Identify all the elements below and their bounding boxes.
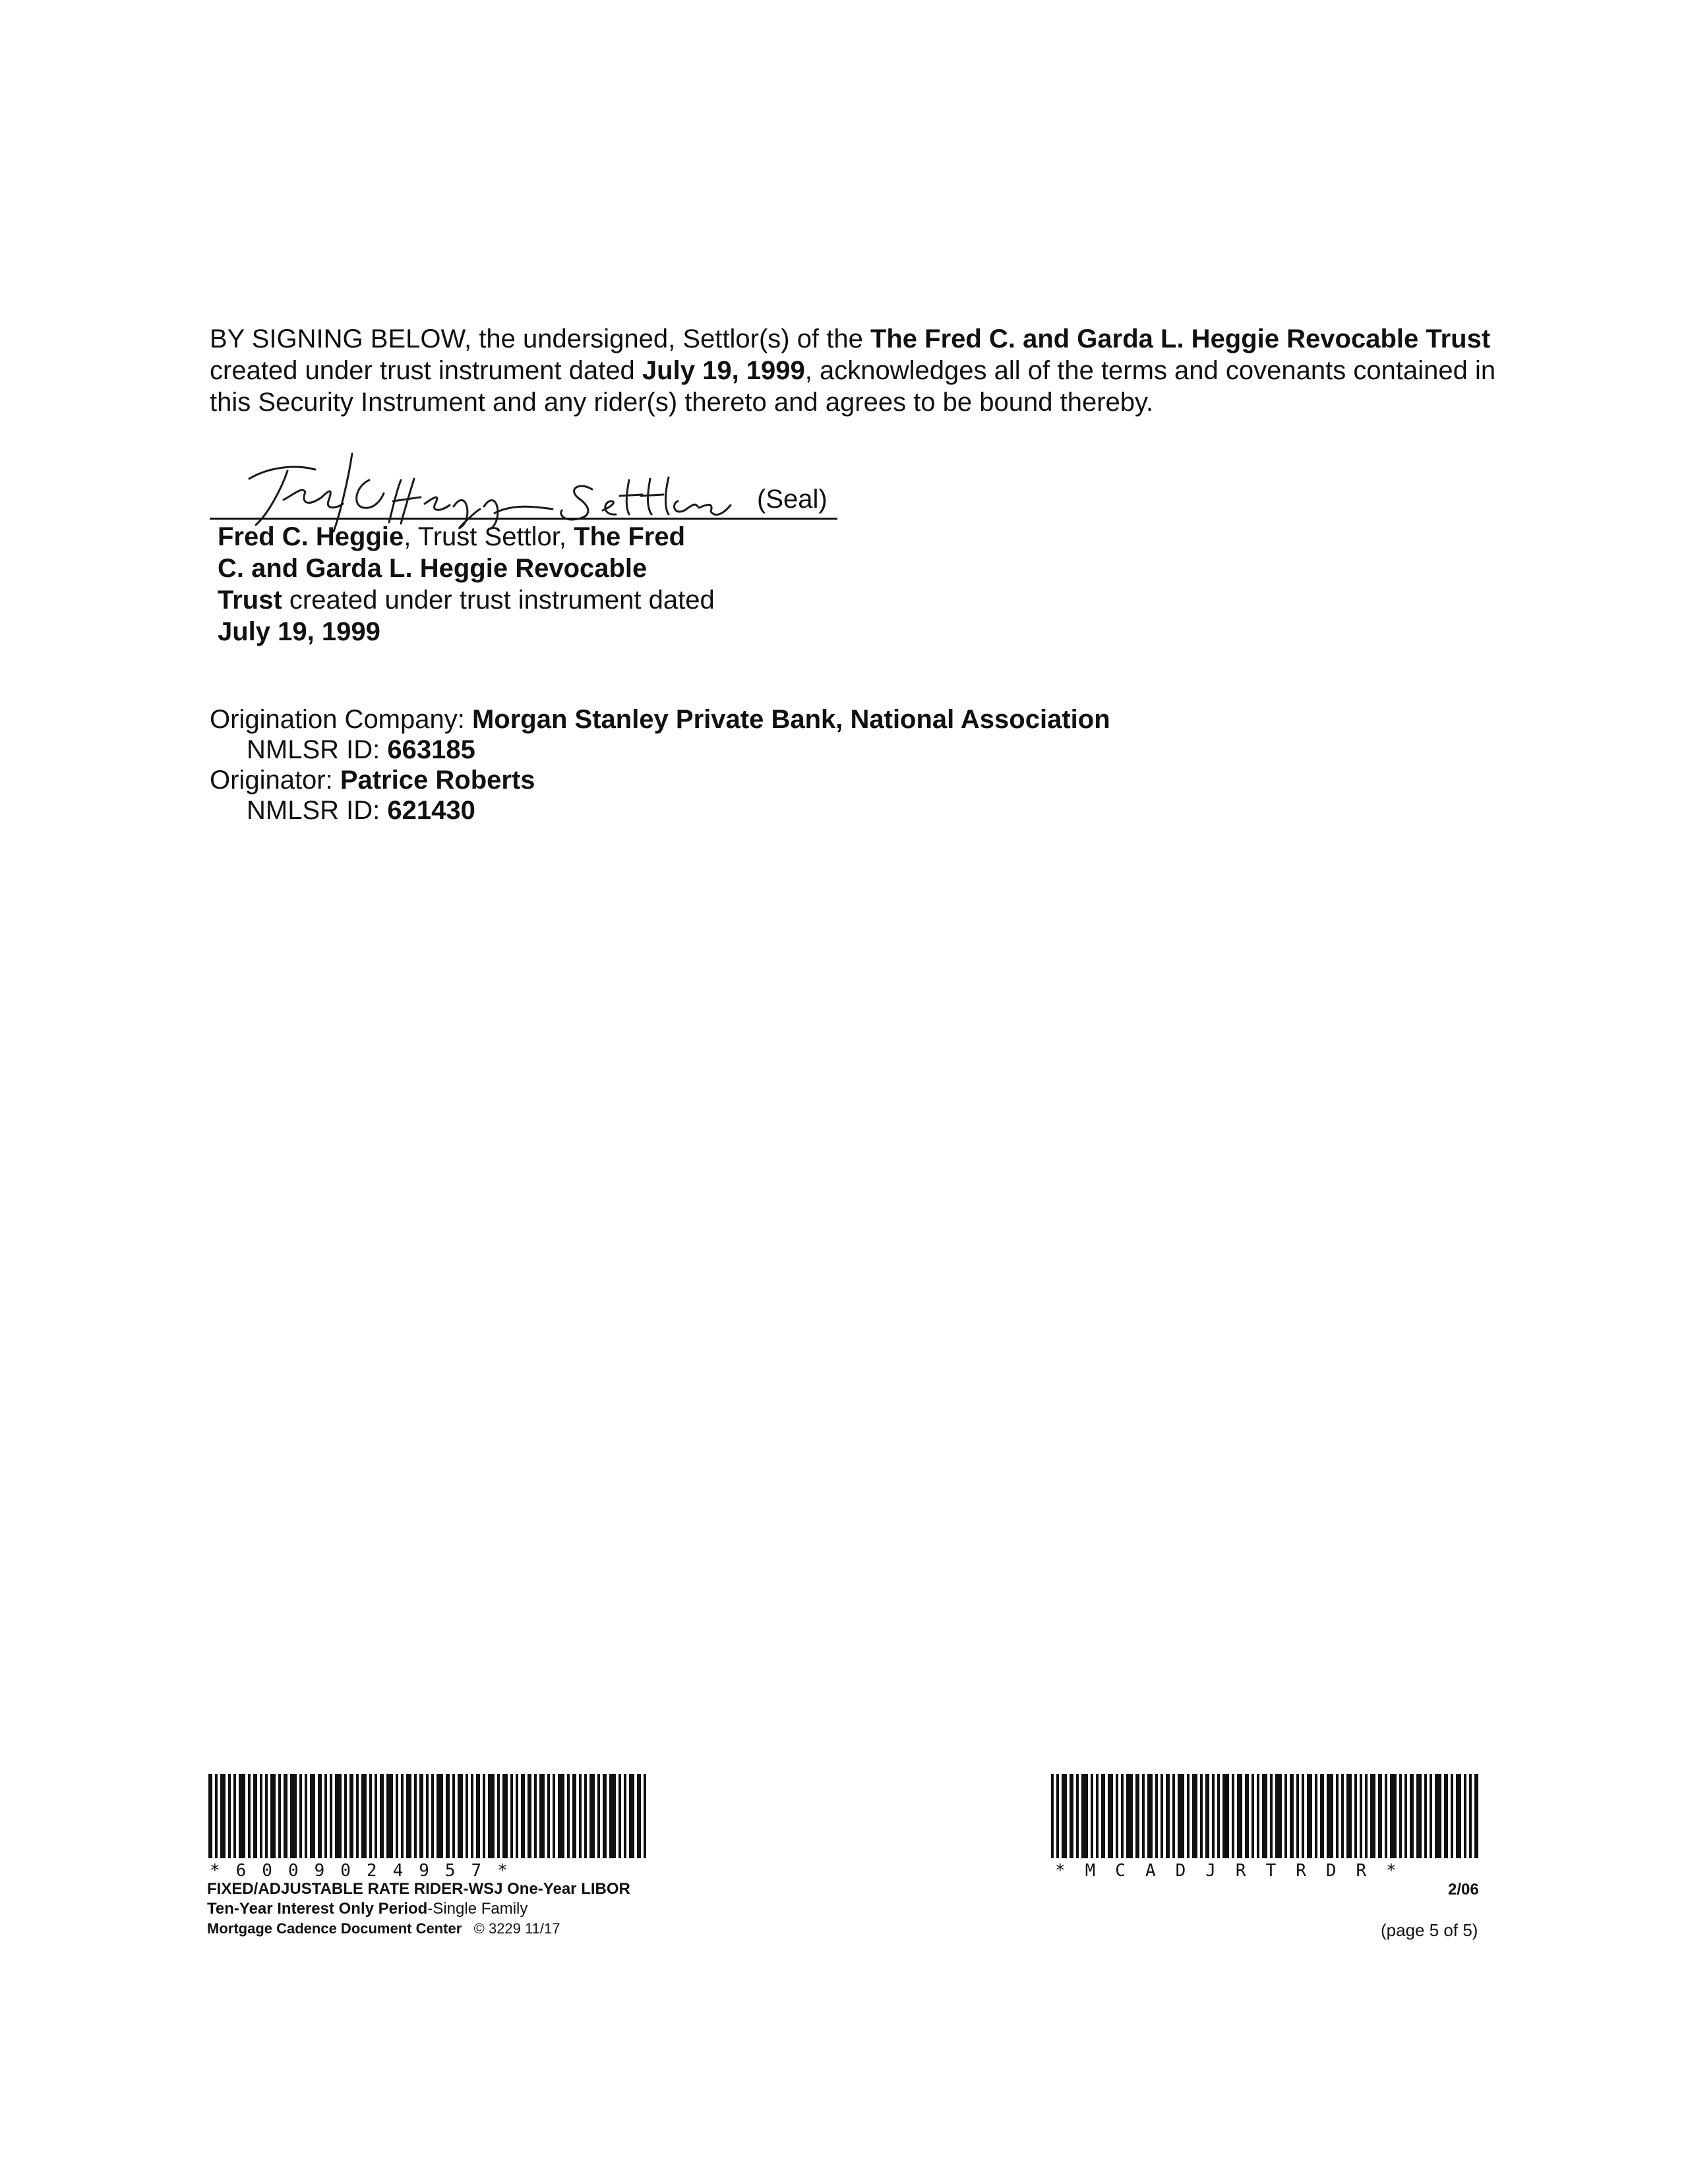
barcode-bar [1251, 1774, 1254, 1858]
ack-trust-date: July 19, 1999 [642, 356, 805, 385]
barcode-bar [1284, 1774, 1287, 1858]
barcode-bar [335, 1774, 342, 1858]
form-subtitle [207, 1899, 630, 1919]
barcode-bar [1178, 1774, 1184, 1858]
barcode-bar [1056, 1774, 1059, 1858]
ack-text-2: created under trust instrument dated [210, 356, 642, 385]
loan-number-barcode-text: *6009024957* [210, 1861, 524, 1881]
barcode-bar [406, 1774, 411, 1858]
barcode-bar [1385, 1774, 1387, 1858]
barcode-bar [324, 1774, 327, 1858]
barcode-bar [1245, 1774, 1249, 1858]
barcode-bar [1307, 1774, 1312, 1858]
barcode-bar [446, 1774, 450, 1858]
barcode-bar [466, 1774, 468, 1858]
barcode-bar [361, 1774, 367, 1858]
barcode-bar [1302, 1774, 1304, 1858]
signature-area [210, 435, 837, 520]
barcode-bar [270, 1774, 276, 1858]
company-nmls-id: 663185 [387, 735, 475, 764]
form-subtitle-bold: Ten-Year Interest Only Period [207, 1900, 428, 1918]
form-code-barcode [1051, 1774, 1486, 1858]
barcode-bar [1399, 1774, 1402, 1858]
barcode-bar [1444, 1774, 1448, 1858]
barcode-bar [458, 1774, 463, 1858]
barcode-bar [386, 1774, 393, 1858]
barcode-bar [1430, 1774, 1432, 1858]
barcode-bar [426, 1774, 429, 1858]
barcode-bar [1172, 1774, 1175, 1858]
barcode-bar [1091, 1774, 1093, 1858]
barcode-bar [1360, 1774, 1362, 1858]
barcode-bar [510, 1774, 513, 1858]
company-nmls-label: NMLSR ID: [247, 735, 388, 764]
barcode-bar [1147, 1774, 1153, 1858]
ack-trust-name: The Fred C. and Garda L. Heggie Revocable Trust [870, 324, 1491, 353]
barcode-bar [1474, 1774, 1478, 1858]
barcode-bar [344, 1774, 347, 1858]
barcode-bar [516, 1774, 518, 1858]
signature-block [210, 435, 843, 648]
barcode-bar [644, 1774, 646, 1858]
barcode-bar [1116, 1774, 1118, 1858]
barcode-bar [1262, 1774, 1267, 1858]
barcode-bar [1187, 1774, 1190, 1858]
ack-text-1: BY SIGNING BELOW, the undersigned, Settlor(s) of the [210, 324, 870, 353]
barcode-bar [1166, 1774, 1170, 1858]
barcode-bar [567, 1774, 570, 1858]
barcode-bar [290, 1774, 297, 1858]
barcode-bar [1390, 1774, 1397, 1858]
barcode-bar [1076, 1774, 1079, 1858]
barcode-bar [1315, 1774, 1317, 1858]
origination-company-row [210, 704, 1110, 735]
barcode-bar [558, 1774, 564, 1858]
barcode-bar [553, 1774, 555, 1858]
barcode-bar [597, 1774, 600, 1858]
barcode-bar [1232, 1774, 1234, 1858]
barcode-bar [1469, 1774, 1472, 1858]
barcode-bar [1051, 1774, 1054, 1858]
barcode-bar [579, 1774, 582, 1858]
barcode-bar [547, 1774, 550, 1858]
origination-info [210, 704, 1110, 826]
barcode-bar [380, 1774, 384, 1858]
barcode-bar [1135, 1774, 1139, 1858]
barcode-bar [1217, 1774, 1220, 1858]
barcode-bar [1270, 1774, 1273, 1858]
form-code-barcode-text: *MCADJRTRDR* [1055, 1861, 1416, 1881]
form-title: FIXED/ADJUSTABLE RATE RIDER-WSJ One-Year LIBOR [207, 1880, 630, 1898]
barcode-bar [239, 1774, 245, 1858]
barcode-bar [437, 1774, 443, 1858]
barcode-bar [528, 1774, 531, 1858]
barcode-bar [349, 1774, 353, 1858]
signer-details [210, 521, 719, 648]
barcode-bar [1290, 1774, 1294, 1858]
form-subtitle-rest: -Single Family [427, 1900, 528, 1918]
barcode-bar [1464, 1774, 1466, 1858]
barcode-bar [1327, 1774, 1333, 1858]
barcode-bar [1320, 1774, 1324, 1858]
originator-nmls-id: 621430 [387, 796, 475, 825]
originator-name: Patrice Roberts [340, 766, 535, 795]
barcode-bar [220, 1774, 226, 1858]
barcode-bar [1336, 1774, 1339, 1858]
signer-role: , Trust Settlor, [404, 522, 574, 551]
barcode-bar [488, 1774, 495, 1858]
barcode-bar [208, 1774, 212, 1858]
ack-text-3: , acknowledges all of the terms and covenants contained in this Security Instrument and any rider(s) thereto and agrees to be bound thereby. [210, 356, 1496, 417]
barcode-bar [609, 1774, 616, 1858]
barcode-bar [1354, 1774, 1357, 1858]
barcode-bar [305, 1774, 307, 1858]
barcode-bar [431, 1774, 434, 1858]
originator-nmls-row [210, 795, 1110, 826]
barcode-bar [1341, 1774, 1344, 1858]
page-number: (page 5 of 5) [1381, 1920, 1478, 1940]
originator-nmls-label: NMLSR ID: [247, 796, 388, 825]
barcode-bar [414, 1774, 417, 1858]
originator-row [210, 765, 1110, 795]
seal-label: (Seal) [757, 485, 828, 514]
barcode-bar [1370, 1774, 1375, 1858]
barcode-bar [248, 1774, 251, 1858]
barcode-bar [375, 1774, 377, 1858]
barcode-bar [1096, 1774, 1099, 1858]
acknowledgment-paragraph [210, 323, 1502, 418]
form-source [207, 1919, 630, 1939]
barcode-bar [1410, 1774, 1414, 1858]
barcode-bar [637, 1774, 641, 1858]
signer-created-text: created under trust instrument dated [282, 586, 715, 615]
barcode-bar [1378, 1774, 1382, 1858]
barcode-bar [624, 1774, 626, 1858]
barcode-bar [1296, 1774, 1299, 1858]
barcode-bar [228, 1774, 231, 1858]
barcode-bar [265, 1774, 268, 1858]
form-revision: 2/06 [1448, 1881, 1479, 1898]
barcode-bar [1275, 1774, 1282, 1858]
barcode-bar [1435, 1774, 1441, 1858]
barcode-bar [396, 1774, 398, 1858]
company-name: Morgan Stanley Private Bank, National Association [471, 705, 1110, 734]
barcode-bar [1142, 1774, 1145, 1858]
barcode-bar [1192, 1774, 1197, 1858]
doc-center-name: Mortgage Cadence Document Center [207, 1920, 462, 1937]
barcode-bar [369, 1774, 372, 1858]
barcode-bar [1205, 1774, 1209, 1858]
barcode-bar [1424, 1774, 1427, 1858]
signer-trust-name: The Fred C. and Garda L. Heggie Revocable Trust [218, 522, 686, 615]
barcode-bar [1081, 1774, 1088, 1858]
barcode-bar [471, 1774, 473, 1858]
barcode-bar [1200, 1774, 1203, 1858]
barcode-bar [1108, 1774, 1113, 1858]
barcode-bar [284, 1774, 287, 1858]
barcode-bar [299, 1774, 302, 1858]
originator-label: Originator: [210, 766, 340, 795]
barcode-bar [1160, 1774, 1163, 1858]
barcode-bar [1062, 1774, 1067, 1858]
barcode-bar [1155, 1774, 1158, 1858]
barcode-bar [260, 1774, 262, 1858]
barcode-bar [603, 1774, 607, 1858]
barcode-bar [502, 1774, 508, 1858]
barcode-bar [1346, 1774, 1352, 1858]
signer-name: Fred C. Heggie [218, 522, 404, 551]
barcode-bar [330, 1774, 332, 1858]
barcode-bar [1404, 1774, 1407, 1858]
barcode-bar [318, 1774, 322, 1858]
barcode-bar [1101, 1774, 1105, 1858]
loan-number-barcode [208, 1774, 657, 1858]
barcode-bar [1416, 1774, 1422, 1858]
barcode-bar [483, 1774, 485, 1858]
barcode-bar [584, 1774, 587, 1858]
barcode-bar [629, 1774, 634, 1858]
barcode-bar [1222, 1774, 1229, 1858]
barcode-bar [618, 1774, 621, 1858]
barcode-bar [1237, 1774, 1242, 1858]
form-footer [207, 1879, 630, 1939]
barcode-bar [1126, 1774, 1133, 1858]
barcode-bar [534, 1774, 537, 1858]
barcode-bar [1365, 1774, 1368, 1858]
barcode-bar [401, 1774, 404, 1858]
barcode-bar [572, 1774, 576, 1858]
barcode-bar [1451, 1774, 1453, 1858]
barcode-bar [310, 1774, 315, 1858]
barcode-bar [476, 1774, 480, 1858]
signer-trust-date: July 19, 1999 [218, 617, 380, 646]
company-label: Origination Company: [210, 705, 472, 734]
barcode-bar [233, 1774, 236, 1858]
barcode-bar [1070, 1774, 1073, 1858]
barcode-bar [1456, 1774, 1461, 1858]
barcode-bar [419, 1774, 423, 1858]
barcode-bar [521, 1774, 525, 1858]
form-number: © 3229 11/17 [473, 1920, 560, 1937]
barcode-bar [539, 1774, 545, 1858]
barcode-bar [497, 1774, 500, 1858]
barcode-bar [1257, 1774, 1259, 1858]
barcode-bar [278, 1774, 281, 1858]
company-nmls-row [210, 735, 1110, 765]
barcode-bar [253, 1774, 257, 1858]
barcode-bar [1121, 1774, 1124, 1858]
barcode-bar [215, 1774, 218, 1858]
signature-line [210, 518, 837, 520]
barcode-bar [1212, 1774, 1215, 1858]
barcode-bar [452, 1774, 455, 1858]
barcode-bar [589, 1774, 595, 1858]
barcode-bar [356, 1774, 359, 1858]
